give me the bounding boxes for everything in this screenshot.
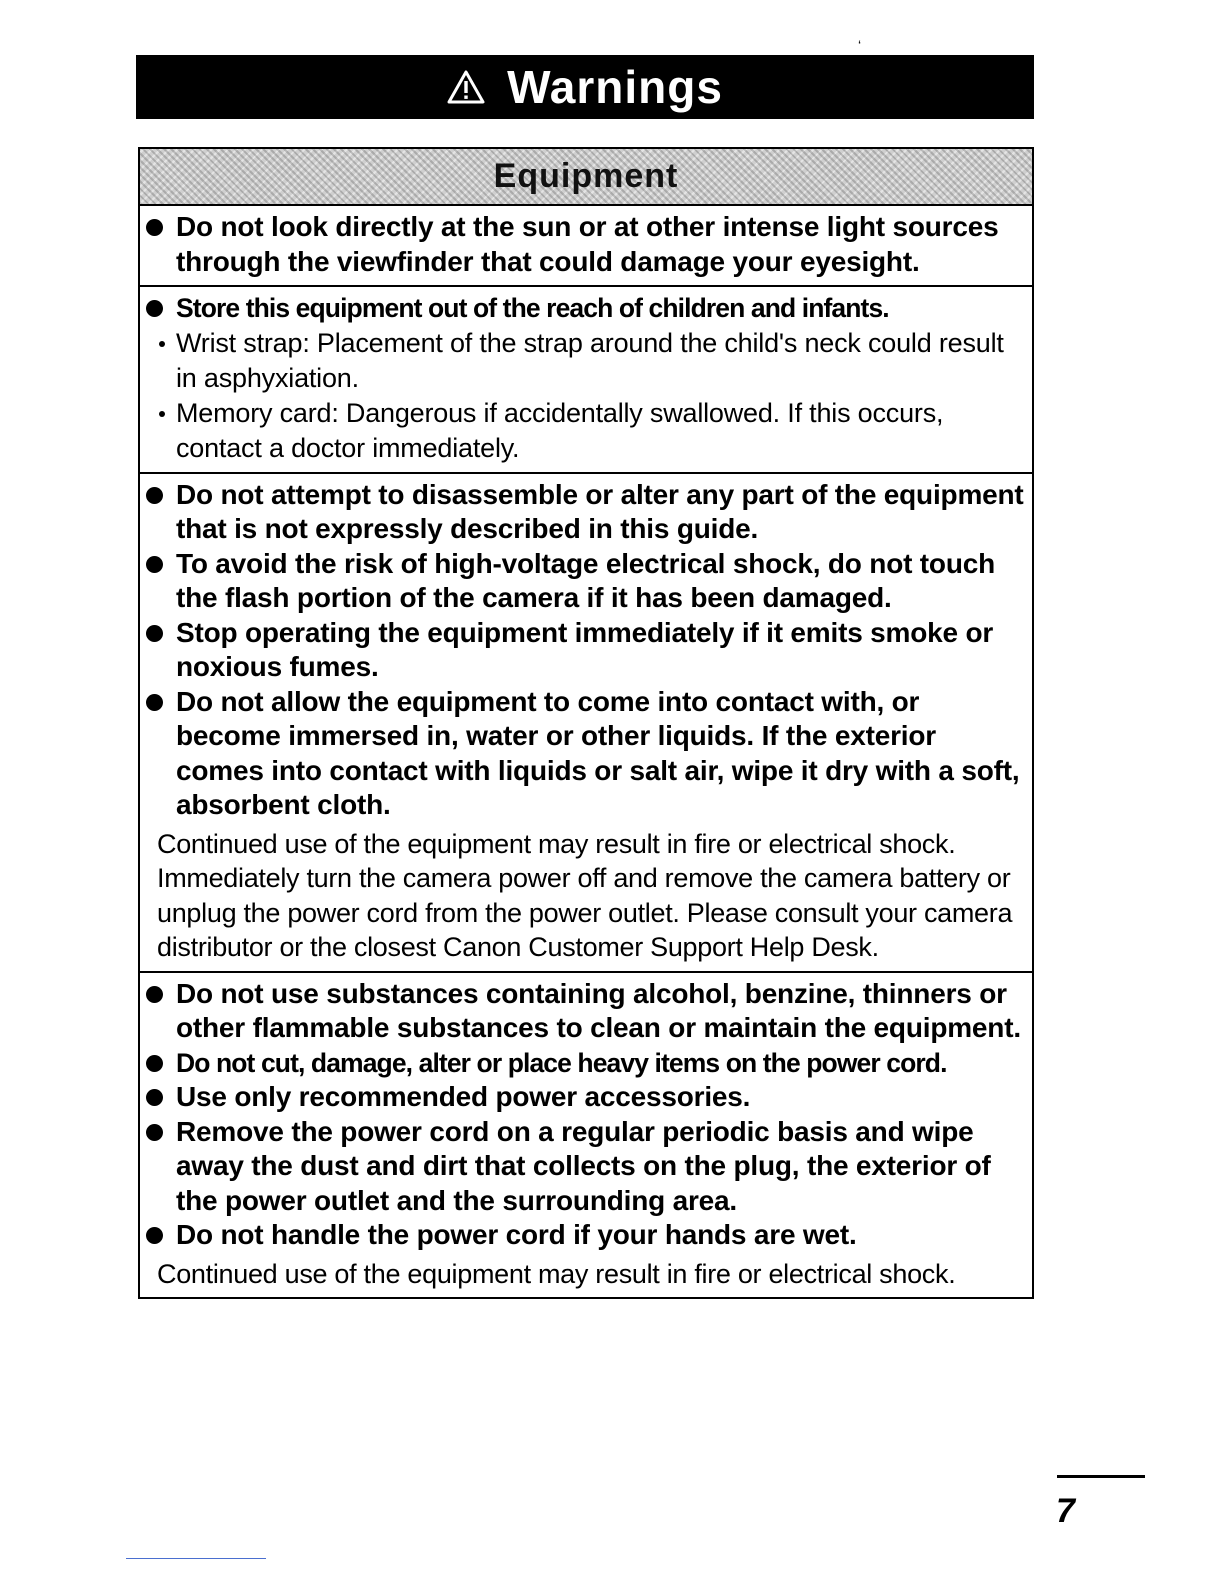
- warning-note: Continued use of the equipment may result in fire or electrical shock.: [157, 1258, 956, 1289]
- warnings-title-bar: [136, 55, 1034, 119]
- warning-group-children: [140, 287, 1032, 474]
- warning-item: To avoid the risk of high-voltage electrical shock, do not touch the flash portion of the camera if it has been damaged.: [142, 547, 1024, 616]
- warning-item: Remove the power cord on a regular periodic basis and wipe away the dust and dirt that collects on the plug, the exterior of the power outlet and the surrounding area.: [142, 1115, 1024, 1219]
- warning-item: Do not cut, damage, alter or place heavy items on the power cord.: [142, 1046, 1024, 1081]
- warning-item: Stop operating the equipment immediately if it emits smoke or noxious fumes.: [142, 616, 1024, 685]
- warning-group-power-cord: [140, 973, 1032, 1298]
- stray-mark: ‘: [858, 37, 862, 53]
- warning-sub-item: Memory card: Dangerous if accidentally swallowed. If this occurs, contact a doctor immediately.: [142, 396, 1024, 466]
- section-title: Equipment: [493, 157, 679, 195]
- warning-group-viewfinder: [140, 206, 1032, 287]
- warning-note: Continued use of the equipment may result in fire or electrical shock. Immediately turn the camera power off and remove the camera battery or unplug the power cord from the power outlet. Please consult your camera distributor or the closest Canon Customer Support Help Desk.: [157, 828, 1013, 962]
- page-number: 7: [1056, 1492, 1075, 1530]
- warning-item: Do not look directly at the sun or at other intense light sources through the viewfinder that could damage your eyesight.: [142, 210, 1024, 279]
- warning-item: Do not allow the equipment to come into contact with, or become immersed in, water or other liquids. If the exterior comes into contact with liquids or salt air, wipe it dry with a soft, absorbent cloth.: [142, 685, 1024, 823]
- warning-sub-item: Wrist strap: Placement of the strap around the child's neck could result in asphyxiation.: [142, 326, 1024, 396]
- warning-group-disassembly: [140, 474, 1032, 973]
- page-number-rule: [1057, 1475, 1145, 1478]
- section-header: [140, 149, 1032, 206]
- warning-item: Do not handle the power cord if your hands are wet.: [142, 1218, 1024, 1253]
- warning-item: Do not use substances containing alcohol, benzine, thinners or other flammable substances to clean or maintain the equipment.: [142, 977, 1024, 1046]
- equipment-warnings-box: [138, 147, 1034, 1299]
- warning-triangle-icon: [447, 70, 485, 104]
- footer-line: [126, 1558, 266, 1559]
- page-title: Warnings: [507, 61, 723, 113]
- warning-item: Store this equipment out of the reach of children and infants.: [142, 291, 1024, 326]
- warning-item: Do not attempt to disassemble or alter any part of the equipment that is not expressly described in this guide.: [142, 478, 1024, 547]
- warning-item: Use only recommended power accessories.: [142, 1080, 1024, 1115]
